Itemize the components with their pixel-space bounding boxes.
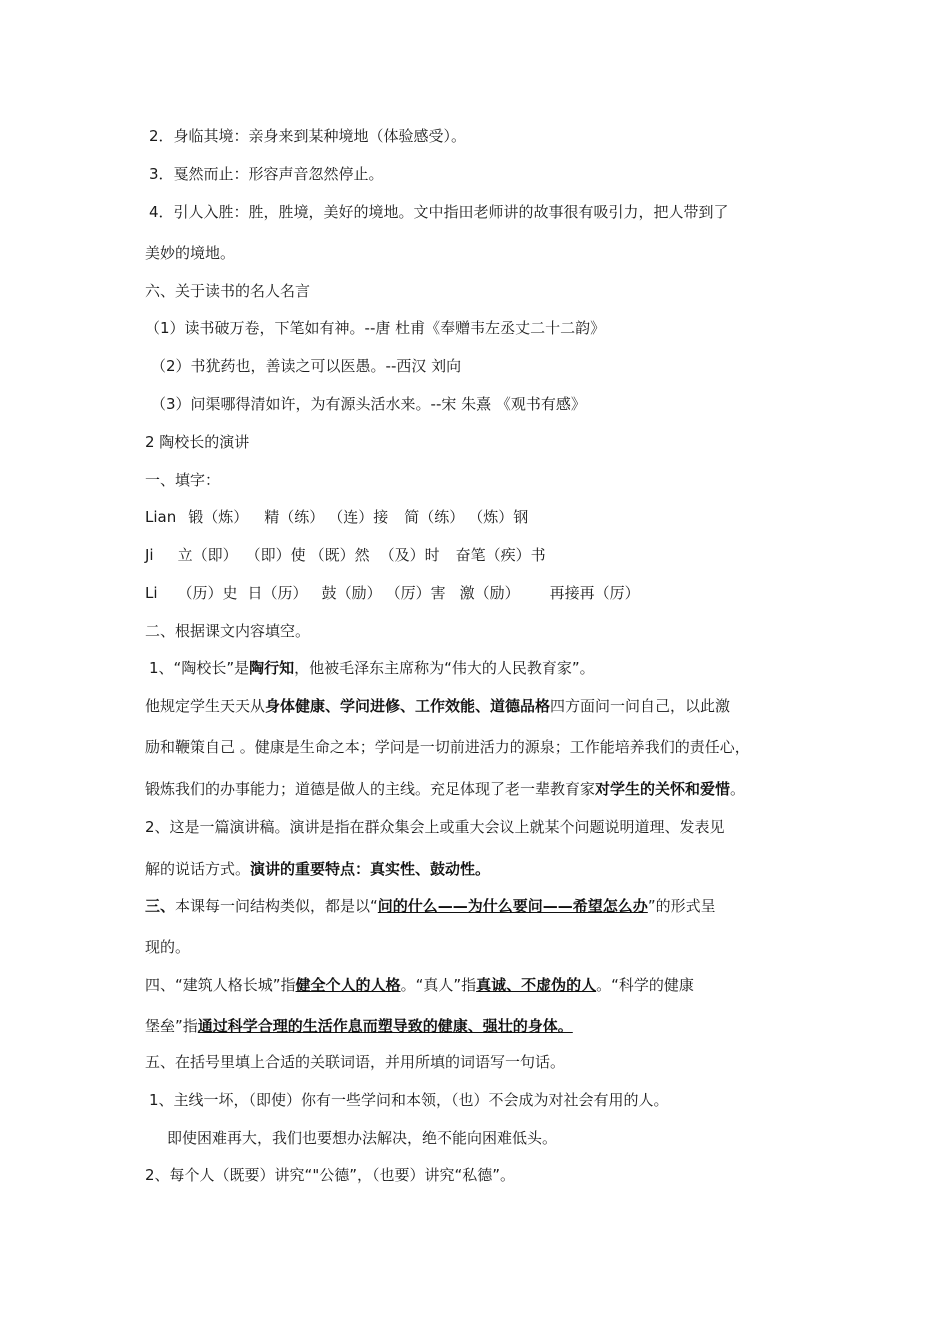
answer-bold: 演讲的重要特点：真实性、鼓动性。 — [250, 860, 491, 878]
section-three — [145, 896, 716, 916]
section-heading-fill-words: 一、填字： — [145, 471, 221, 489]
word: 再接再（厉） — [549, 584, 640, 602]
text: 1、“陶校长”是 — [149, 659, 250, 677]
text: 锻炼我们的办事能力；道德是做人的主线。充足体现了老一辈教育家 — [145, 780, 596, 798]
paragraph-line: 励和鞭策自己 。健康是生命之本；学问是一切前进活力的源泉；工作能培养我们的责任心， — [145, 738, 750, 756]
text: ”的形式呈 — [647, 897, 716, 915]
quote-1: （1）读书破万卷，下笔如有神。--唐 杜甫《奉赠韦左丞丈二十二韵》 — [145, 319, 606, 337]
pinyin-li: Li — [145, 584, 158, 602]
idiom-item-2: 2．身临其境：亲身来到某种境地（体验感受）。 — [149, 127, 467, 145]
answer-underlined: 问的什么——为什么要问——希望怎么办 — [377, 897, 648, 915]
text: 。 — [730, 780, 746, 798]
quote-2: （2）书犹药也，善读之可以医愚。--西汉 刘向 — [151, 357, 462, 375]
fill-row-lian — [145, 507, 528, 527]
quote-3: （3）问渠哪得清如许，为有源头活水来。--宋 朱熹 《观书有感》 — [151, 395, 586, 413]
pinyin-lian: Lian — [145, 508, 177, 526]
text: 解的说话方式。 — [145, 860, 251, 878]
text: ，他被毛泽东主席称为“伟大的人民教育家”。 — [294, 659, 595, 677]
section-four — [145, 975, 694, 995]
section-heading-quotes: 六、关于读书的名人名言 — [145, 282, 311, 300]
blank-item-1 — [149, 658, 595, 678]
word: 精（练） — [264, 508, 325, 526]
blank-item-2: 2、这是一篇演讲稿。演讲是指在群众集会上或重大会议上就某个问题说明道理、发表见 — [145, 818, 725, 836]
blank-item-1-cont — [145, 696, 730, 716]
idiom-item-4: 4．引人入胜：胜，胜境，美好的境地。文中指田老师讲的故事很有吸引力，把人带到了 — [149, 203, 729, 221]
blank-item-2-cont — [145, 859, 490, 879]
text: 。“真人”指 — [400, 976, 477, 994]
word: （连）接 — [328, 508, 389, 526]
word: （厉）害 — [385, 584, 446, 602]
word: （及）时 — [379, 546, 440, 564]
answer-bold: 身体健康、学问进修、工作效能、道德品格 — [265, 697, 551, 715]
text: 他规定学生天天从 — [145, 697, 266, 715]
idiom-item-4-cont: 美妙的境地。 — [145, 244, 236, 262]
word: 激（励） — [459, 584, 520, 602]
fill-row-ji — [145, 545, 546, 565]
fill-row-li — [145, 583, 640, 603]
pinyin-ji: Ji — [145, 546, 154, 564]
idiom-item-3: 3．戛然而止：形容声音忽然停止。 — [149, 165, 384, 183]
text: 四、“建筑人格长城”指 — [145, 976, 296, 994]
answer-bold: 陶行知 — [249, 659, 295, 677]
word: （即）使 — [245, 546, 306, 564]
word: （历）史 — [177, 584, 238, 602]
conjunction-item-1-sentence: 即使困难再大，我们也要想办法解决，绝不能向困难低头。 — [167, 1129, 558, 1147]
section-four-cont — [145, 1016, 573, 1036]
conjunction-item-1: 1、主线一坏，（即使）你有一些学问和本领，（也）不会成为对社会有用的人。 — [149, 1091, 669, 1109]
section-heading-fill-blanks: 二、根据课文内容填空。 — [145, 622, 311, 640]
heading-bold: 三、 — [145, 897, 176, 915]
word: 奋笔（疾）书 — [455, 546, 546, 564]
paragraph-line — [145, 779, 745, 799]
answer-bold: 对学生的关怀和爱惜 — [595, 780, 731, 798]
word: （炼）钢 — [468, 508, 529, 526]
word: 立（即） — [177, 546, 238, 564]
answer-underlined: 健全个人的人格 — [295, 976, 401, 994]
text: 。“科学的健康 — [596, 976, 694, 994]
word: 日（历） — [247, 584, 308, 602]
text: 堡垒”指 — [145, 1017, 198, 1035]
lesson-title: 2 陶校长的演讲 — [145, 433, 250, 451]
word: 简（练） — [404, 508, 465, 526]
section-heading-conjunctions: 五、在括号里填上合适的关联词语，并用所填的词语写一句话。 — [145, 1053, 566, 1071]
section-three-cont: 现的。 — [145, 938, 191, 956]
answer-underlined: 通过科学合理的生活作息而塑导致的健康、强壮的身体。 — [197, 1017, 573, 1035]
word: （既）然 — [309, 546, 370, 564]
word: 鼓（励） — [321, 584, 382, 602]
answer-underlined: 真诚、不虚伪的人 — [476, 976, 597, 994]
conjunction-item-2: 2、每个人（既要）讲究“"公德”，（也要）讲究“私德”。 — [145, 1166, 516, 1184]
word: 锻（炼） — [188, 508, 249, 526]
text: 本课每一问结构类似，都是以“ — [175, 897, 378, 915]
text: 四方面问一问自己，以此激 — [550, 697, 731, 715]
